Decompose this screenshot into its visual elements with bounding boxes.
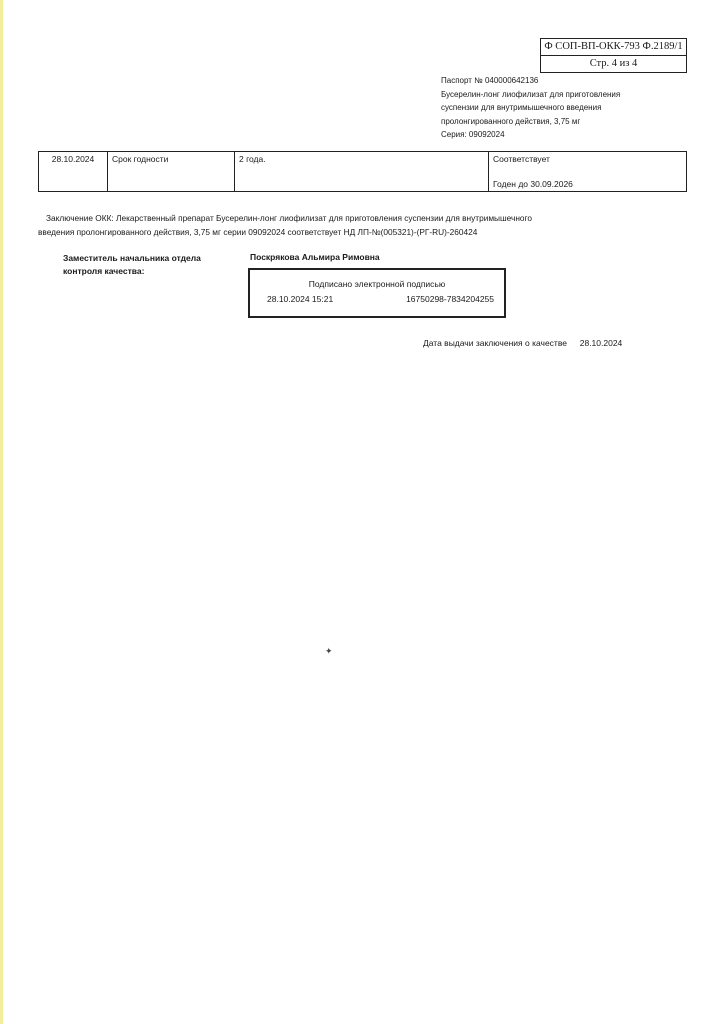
conclusion-line-2: введения пролонгированного действия, 3,75 мг серии 09092024 соответствует НД ЛП-№(005321)-(РГ-RU)-260424 [38, 226, 478, 237]
test-norm: 2 года. [235, 152, 489, 192]
conclusion-line-1: Заключение ОКК: Лекарственный препарат Бусерелин-лонг лиофилизат для приготовления суспензии для внутримышечного [46, 213, 532, 223]
esign-certificate: 16750298-7834204255 [406, 294, 494, 304]
stray-mark-icon: ✦ [325, 646, 333, 656]
issue-date-value: 28.10.2024 [579, 338, 623, 348]
esign-datetime: 28.10.2024 15:21 [267, 294, 334, 304]
results-table [38, 151, 687, 192]
issue-date-label: Дата выдачи заключения о качестве [423, 338, 567, 348]
form-code: Ф СОП-ВП-ОКК-793 Ф.2189/1 [541, 39, 686, 56]
product-line-2: суспензии для внутримышечного введения [441, 103, 602, 113]
form-code-box [540, 38, 687, 73]
product-line-1: Бусерелин-лонг лиофилизат для приготовления [441, 89, 621, 99]
page-number: Стр. 4 из 4 [589, 58, 638, 69]
conclusion-text [38, 212, 638, 239]
test-date: 28.10.2024 [39, 152, 108, 192]
esign-title: Подписано электронной подписью [308, 279, 446, 289]
passport-block [441, 74, 620, 142]
test-result: Соответствует [493, 154, 550, 164]
signer-title [63, 252, 201, 278]
electronic-signature-stamp [248, 268, 506, 318]
test-parameter: Срок годности [108, 152, 235, 192]
signer-title-line-2: контроля качества: [63, 266, 145, 276]
signer-title-line-1: Заместитель начальника отдела [63, 253, 201, 263]
issue-date-line [423, 338, 622, 348]
test-result-cell [489, 152, 687, 192]
product-line-3: пролонгированного действия, 3,75 мг [441, 116, 581, 126]
passport-series: Серия: 09092024 [441, 130, 505, 140]
page-edge-strip [0, 0, 3, 1024]
expiry-note: Годен до 30.09.2026 [493, 179, 573, 189]
passport-number: Паспорт № 040000642136 [441, 76, 539, 85]
table-row [39, 152, 687, 192]
signer-name: Поскрякова Альмира Римовна [250, 252, 380, 262]
